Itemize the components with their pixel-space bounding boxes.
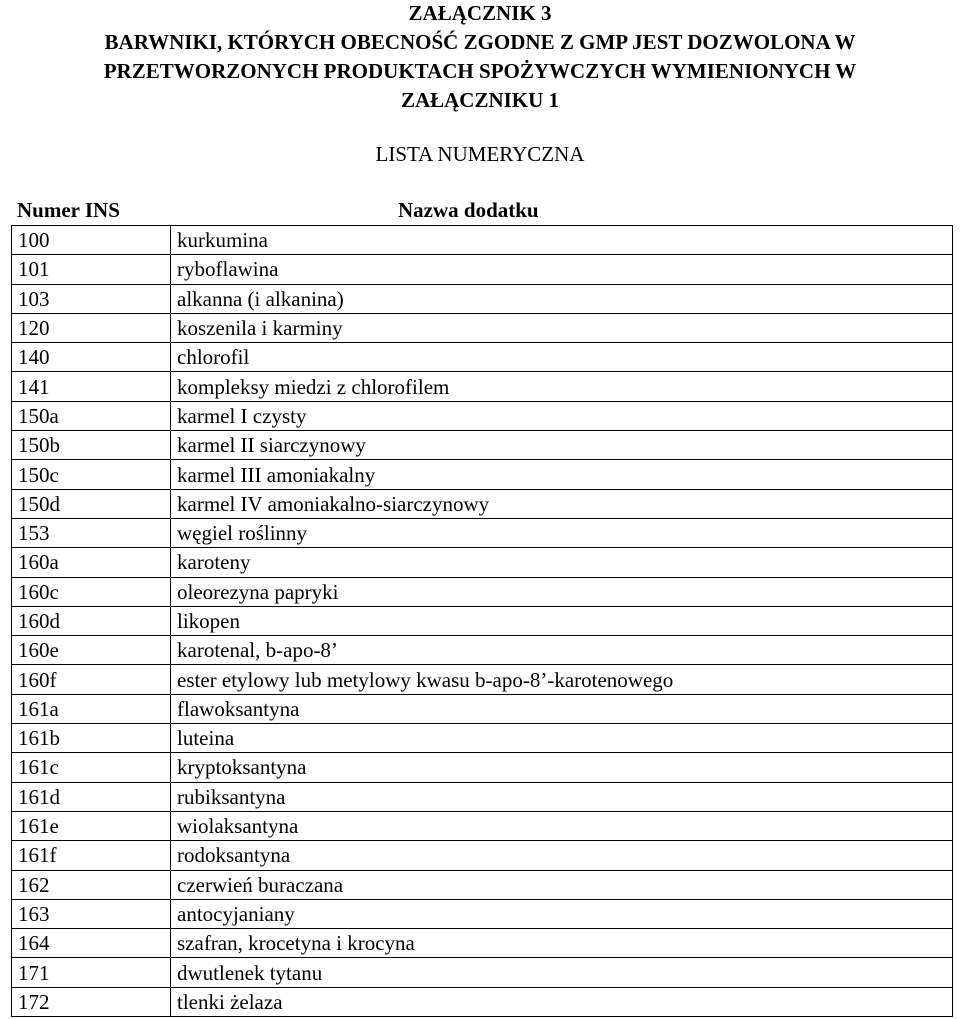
table-row (12, 899, 953, 928)
ins-code-cell: 140 (12, 343, 171, 372)
table-row (12, 255, 953, 284)
ins-code-cell: 172 (12, 987, 171, 1016)
table-row (12, 313, 953, 342)
table-row (12, 460, 953, 489)
ins-code-cell: 161c (12, 753, 171, 782)
additive-name-cell: rodoksantyna (171, 841, 953, 870)
table-row (12, 811, 953, 840)
ins-code-cell: 150c (12, 460, 171, 489)
additive-name-cell: karotenal, b-apo-8’ (171, 636, 953, 665)
ins-code-cell: 160c (12, 577, 171, 606)
ins-code-cell: 100 (12, 226, 171, 255)
document-title: ZAŁĄCZNIK 3 (408, 1, 552, 25)
table-row (12, 782, 953, 811)
ins-code-cell: 163 (12, 899, 171, 928)
ins-code-cell: 120 (12, 313, 171, 342)
additive-name-cell: chlorofil (171, 343, 953, 372)
ins-code-cell: 150a (12, 401, 171, 430)
document-heading-line-2: PRZETWORZONYCH PRODUKTACH SPOŻYWCZYCH WYMIENIONYCH W (103, 59, 857, 83)
additive-name-cell: szafran, krocetyna i krocyna (171, 929, 953, 958)
additive-name-cell: rubiksantyna (171, 782, 953, 811)
table-row (12, 958, 953, 987)
ins-code-cell: 161f (12, 841, 171, 870)
ins-code-cell: 161e (12, 811, 171, 840)
ins-code-cell: 164 (12, 929, 171, 958)
list-subtitle: LISTA NUMERYCZNA (375, 142, 585, 166)
table-row (12, 548, 953, 577)
column-header-name: Nazwa dodatku (398, 198, 539, 222)
table-header (0, 196, 960, 225)
additive-name-cell: czerwień buraczana (171, 870, 953, 899)
additive-name-cell: koszenila i karminy (171, 313, 953, 342)
ins-code-cell: 101 (12, 255, 171, 284)
additive-name-cell: antocyjaniany (171, 899, 953, 928)
additive-name-cell: karmel I czysty (171, 401, 953, 430)
additive-name-cell: kompleksy miedzi z chlorofilem (171, 372, 953, 401)
table-row (12, 284, 953, 313)
additive-name-cell: tlenki żelaza (171, 987, 953, 1016)
additive-name-cell: kurkumina (171, 226, 953, 255)
table-row (12, 401, 953, 430)
ins-code-cell: 161d (12, 782, 171, 811)
table-row (12, 518, 953, 547)
ins-code-cell: 161a (12, 694, 171, 723)
additive-name-cell: karmel II siarczynowy (171, 431, 953, 460)
additive-name-cell: oleorezyna papryki (171, 577, 953, 606)
table-row (12, 372, 953, 401)
additive-name-cell: kryptoksantyna (171, 753, 953, 782)
document-heading-line-1: BARWNIKI, KTÓRYCH OBECNOŚĆ ZGODNE Z GMP JEST DOZWOLONA W (104, 30, 856, 54)
table-row (12, 694, 953, 723)
table-row (12, 606, 953, 635)
table-row (12, 636, 953, 665)
additive-name-cell: ryboflawina (171, 255, 953, 284)
additive-name-cell: karmel III amoniakalny (171, 460, 953, 489)
additive-name-cell: likopen (171, 606, 953, 635)
ins-code-cell: 153 (12, 518, 171, 547)
document-heading-line-3: ZAŁĄCZNIKU 1 (400, 88, 560, 112)
additive-name-cell: dwutlenek tytanu (171, 958, 953, 987)
additives-table-body (12, 226, 953, 1017)
ins-code-cell: 150b (12, 431, 171, 460)
table-row (12, 753, 953, 782)
additive-name-cell: węgiel roślinny (171, 518, 953, 547)
ins-code-cell: 161b (12, 724, 171, 753)
column-header-code: Numer INS (17, 198, 120, 222)
additive-name-cell: karoteny (171, 548, 953, 577)
ins-code-cell: 103 (12, 284, 171, 313)
ins-code-cell: 171 (12, 958, 171, 987)
table-row (12, 841, 953, 870)
ins-code-cell: 160e (12, 636, 171, 665)
table-row (12, 870, 953, 899)
table-row (12, 665, 953, 694)
additive-name-cell: ester etylowy lub metylowy kwasu b-apo-8’-karotenowego (171, 665, 953, 694)
ins-code-cell: 160f (12, 665, 171, 694)
ins-code-cell: 160a (12, 548, 171, 577)
additive-name-cell: karmel IV amoniakalno-siarczynowy (171, 489, 953, 518)
ins-code-cell: 141 (12, 372, 171, 401)
additive-name-cell: alkanna (i alkanina) (171, 284, 953, 313)
ins-code-cell: 150d (12, 489, 171, 518)
additive-name-cell: flawoksantyna (171, 694, 953, 723)
additive-name-cell: luteina (171, 724, 953, 753)
table-row (12, 929, 953, 958)
table-row (12, 431, 953, 460)
table-row (12, 724, 953, 753)
table-row (12, 343, 953, 372)
additives-table (11, 225, 953, 1017)
table-row (12, 577, 953, 606)
ins-code-cell: 160d (12, 606, 171, 635)
additive-name-cell: wiolaksantyna (171, 811, 953, 840)
table-row (12, 489, 953, 518)
table-row (12, 226, 953, 255)
table-row (12, 987, 953, 1016)
ins-code-cell: 162 (12, 870, 171, 899)
